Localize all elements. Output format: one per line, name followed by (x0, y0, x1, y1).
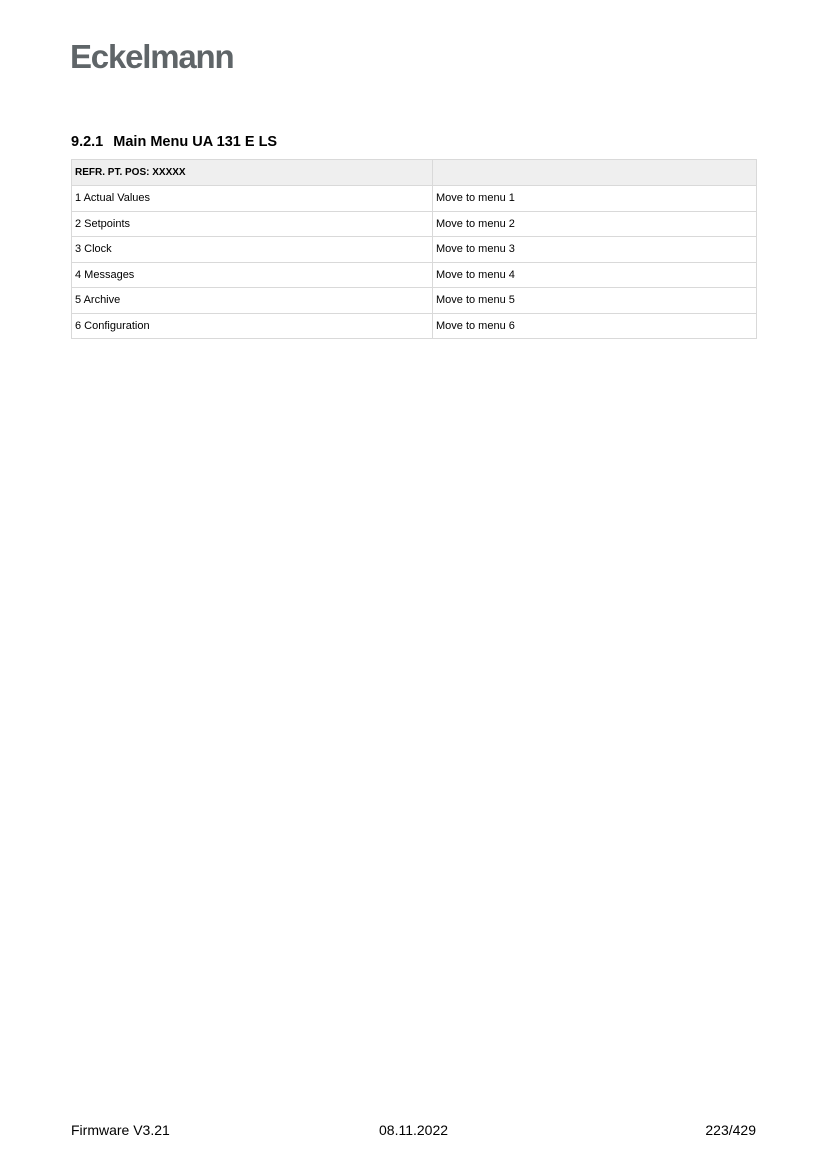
table-header-cell: REFR. PT. POS: XXXXX (72, 160, 433, 186)
table-row (72, 262, 757, 288)
footer-page-number: 223/429 (705, 1122, 756, 1138)
eckelmann-logo: Eckelmann (70, 38, 234, 75)
menu-item-label: 4 Messages (72, 262, 433, 288)
table-header-cell (433, 160, 757, 186)
table-row (72, 211, 757, 237)
section-title: Main Menu UA 131 E LS (113, 134, 278, 150)
menu-item-label: 2 Setpoints (72, 211, 433, 237)
main-menu-table (71, 159, 757, 339)
menu-item-description: Move to menu 5 (433, 288, 757, 314)
footer-firmware: Firmware V3.21 (71, 1122, 170, 1138)
menu-item-label: 3 Clock (72, 237, 433, 263)
section-number: 9.2.1 (71, 134, 104, 150)
menu-item-description: Move to menu 4 (433, 262, 757, 288)
table-row (72, 186, 757, 212)
menu-item-description: Move to menu 2 (433, 211, 757, 237)
menu-item-label: 5 Archive (72, 288, 433, 314)
footer-date: 08.11.2022 (379, 1122, 449, 1138)
menu-item-label: 1 Actual Values (72, 186, 433, 212)
table-row (72, 288, 757, 314)
table-header-row (72, 160, 757, 186)
section-heading (71, 133, 277, 151)
menu-item-label: 6 Configuration (72, 313, 433, 339)
table-row (72, 313, 757, 339)
table-row (72, 237, 757, 263)
menu-item-description: Move to menu 6 (433, 313, 757, 339)
menu-item-description: Move to menu 3 (433, 237, 757, 263)
menu-item-description: Move to menu 1 (433, 186, 757, 212)
